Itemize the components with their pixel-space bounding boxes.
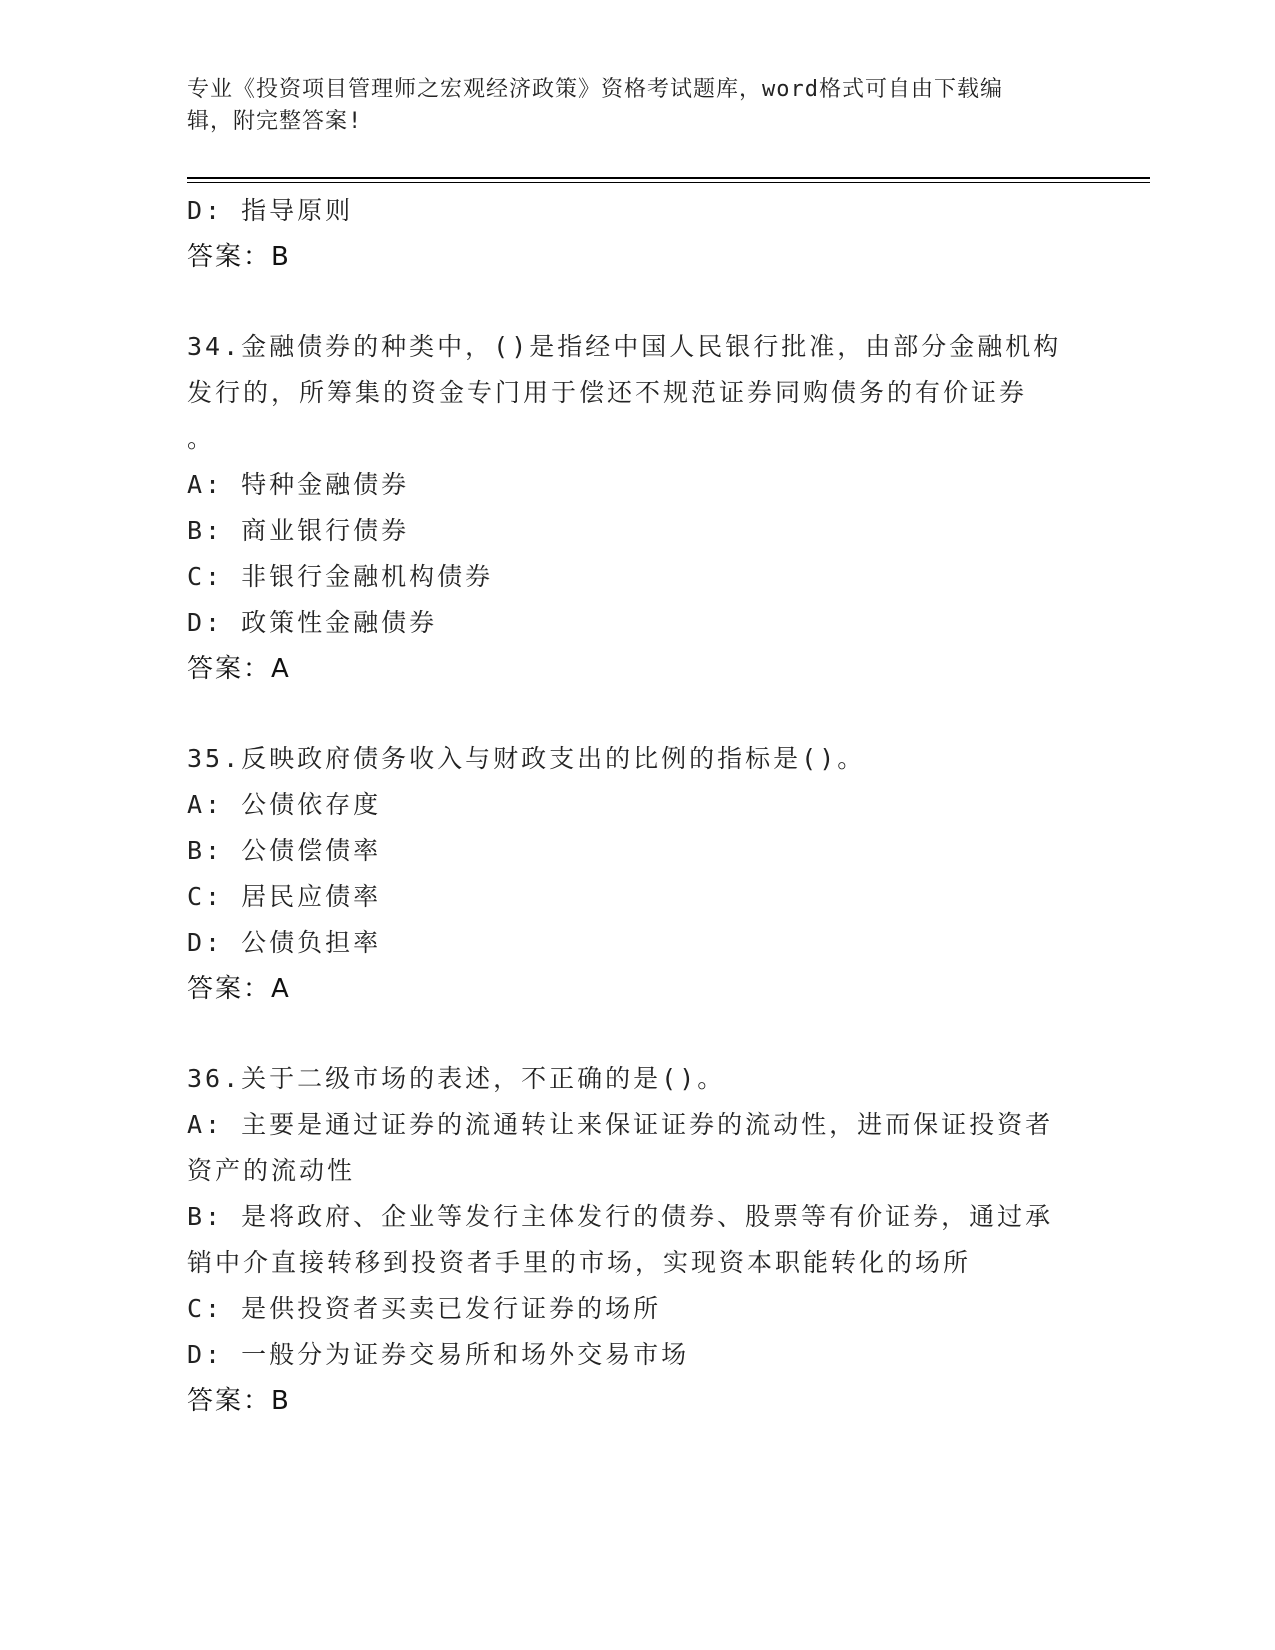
question-34 — [187, 324, 1087, 692]
option-b: B: 公债偿债率 — [187, 836, 382, 865]
option-d: D: 公债负担率 — [187, 928, 382, 957]
spacer — [187, 280, 1087, 324]
question-33-fragment — [187, 188, 1087, 280]
option-a: A: 特种金融债券 — [187, 470, 410, 499]
answer-line: 答案：B — [187, 1386, 291, 1416]
question-content — [187, 188, 1087, 1424]
option-a: A: 主要是通过证券的流通转让来保证证券的流动性，进而保证投资者 — [187, 1110, 1054, 1139]
option-d: D: 一般分为证券交易所和场外交易市场 — [187, 1340, 690, 1369]
page-header — [187, 74, 1087, 138]
option-c: C: 非银行金融机构债券 — [187, 562, 494, 591]
question-stem: 36.关于二级市场的表述，不正确的是()。 — [187, 1064, 726, 1093]
option-b: B: 是将政府、企业等发行主体发行的债券、股票等有价证券，通过承 — [187, 1202, 1054, 1231]
question-stem: 。 — [187, 424, 216, 453]
question-stem: 发行的，所筹集的资金专门用于偿还不规范证券同购债务的有价证券 — [187, 378, 1028, 407]
answer-line: 答案：A — [187, 654, 291, 684]
header-line-1: 专业《投资项目管理师之宏观经济政策》资格考试题库，word格式可自由下载编 — [187, 77, 1003, 102]
answer-line: 答案：B — [187, 242, 291, 272]
option-a-continued: 资产的流动性 — [187, 1156, 356, 1185]
answer-line: 答案：A — [187, 974, 291, 1004]
option-b: B: 商业银行债券 — [187, 516, 410, 545]
option-c: C: 居民应债率 — [187, 882, 382, 911]
question-35 — [187, 736, 1087, 1012]
spacer — [187, 1012, 1087, 1056]
spacer — [187, 692, 1087, 736]
question-stem: 34.金融债券的种类中，()是指经中国人民银行批准，由部分金融机构 — [187, 332, 1062, 361]
header-line-2: 辑，附完整答案! — [187, 109, 363, 134]
option-c: C: 是供投资者买卖已发行证券的场所 — [187, 1294, 662, 1323]
question-stem: 35.反映政府债务收入与财政支出的比例的指标是()。 — [187, 744, 866, 773]
option-b-continued: 销中介直接转移到投资者手里的市场，实现资本职能转化的场所 — [187, 1248, 972, 1277]
option-d: D: 政策性金融债券 — [187, 608, 438, 637]
question-36 — [187, 1056, 1087, 1424]
option-d: D: 指导原则 — [187, 196, 354, 225]
header-rule-thin — [187, 182, 1150, 183]
option-a: A: 公债依存度 — [187, 790, 382, 819]
header-rule-thick — [187, 177, 1150, 179]
